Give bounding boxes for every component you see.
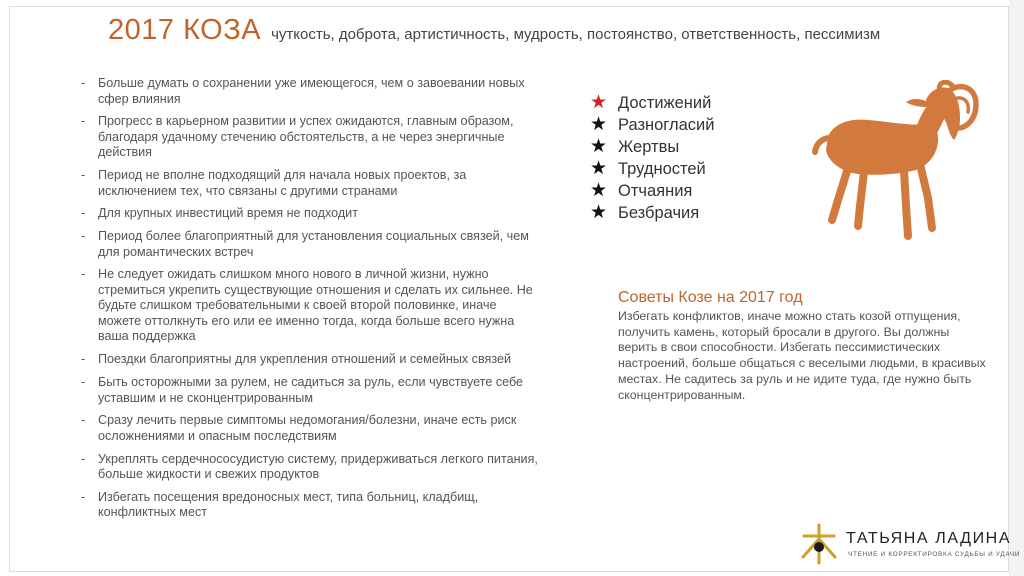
brand-name: ТАТЬЯНА ЛАДИНА: [846, 530, 1012, 547]
rating-label: Отчаяния: [618, 181, 693, 200]
rating-item: [590, 92, 714, 114]
list-item-text: Укреплять сердечнососудистую систему, придерживаться легкого питания, больше жидкости и свежих продуктов: [98, 451, 538, 482]
advice-title: Советы Козе на 2017 год: [618, 289, 803, 306]
list-bullet: -: [81, 229, 86, 244]
list-item: [78, 490, 538, 521]
list-bullet: -: [81, 451, 86, 466]
rating-label: Жертвы: [618, 137, 680, 156]
list-item: [78, 206, 538, 222]
list-item: [78, 375, 538, 406]
list-bullet: -: [81, 267, 86, 282]
rating-item: [590, 136, 714, 158]
star-icon: ★: [590, 202, 608, 223]
list-item: [78, 352, 538, 368]
list-item-text: Сразу лечить первые симптомы недомогания/болезни, иначе есть риск осложнениями и опасным последствиям: [98, 413, 517, 443]
list-item: [78, 114, 538, 161]
page-subtitle: чуткость, доброта, артистичность, мудрость, постоянство, ответственность, пессимизм: [271, 26, 881, 43]
list-item-text: Избегать посещения вредоносных мест, типа больниц, кладбищ, конфликтных мест: [98, 489, 479, 520]
star-icon: ★: [590, 158, 608, 179]
list-item: [78, 229, 538, 260]
list-bullet: -: [81, 413, 86, 428]
list-item: [78, 168, 538, 199]
rating-label: Безбрачия: [618, 203, 700, 222]
rating-label: Достижений: [618, 93, 712, 112]
star-icon: ★: [590, 180, 608, 201]
list-item: [78, 267, 538, 345]
list-bullet: -: [81, 352, 86, 367]
rating-item: [590, 158, 714, 180]
ratings-list: [590, 92, 714, 224]
list-bullet: -: [81, 375, 86, 390]
advice-text: Избегать конфликтов, иначе можно стать козой отпущения, получить камень, который бросали в другого. Вы должны верить в свои способности. Избегать пессимистических настроений, больше общаться с веселыми людьми, в красивых местах. Не садитесь за руль и не идите туда, где нужно быть сконцентрированным.: [618, 309, 986, 402]
list-item-text: Прогресс в карьерном развитии и успех ожидаются, главным образом, благодаря удачному стечению обстоятельств, а не через энергичные действия: [98, 114, 514, 160]
list-bullet: -: [81, 206, 86, 221]
list-item-text: Не следует ожидать слишком много нового в личной жизни, нужно стремиться укрепить существующие отношения и сделать их сильнее. Не будьте слишком требовательными к своей второй половинке, иначе можете оттолкнуть его или ее именно тогда, когда больше всего нужна ваша поддержка: [98, 267, 533, 344]
star-icon: ★: [590, 136, 608, 157]
list-bullet: -: [81, 76, 86, 90]
star-icon: ★: [590, 92, 608, 113]
goat-icon: [808, 80, 986, 244]
rating-item: [590, 114, 714, 136]
list-item: [78, 76, 538, 107]
list-item: [78, 413, 538, 444]
list-item-text: Поездки благоприятны для укрепления отношений и семейных связей: [98, 352, 512, 367]
list-bullet: -: [81, 489, 86, 504]
rating-label: Разногласий: [618, 115, 715, 134]
rating-item: [590, 180, 714, 202]
list-bullet: -: [81, 114, 86, 129]
star-icon: ★: [590, 114, 608, 135]
page-title: 2017 КОЗА: [108, 14, 262, 46]
list-item-text: Период более благоприятный для установления социальных связей, чем для романтических встреч: [98, 229, 529, 259]
list-item: [78, 452, 538, 483]
list-bullet: -: [81, 168, 86, 183]
rating-label: Трудностей: [618, 159, 706, 178]
brand-logo-icon: [799, 523, 839, 565]
brand-tagline: ЧТЕНИЕ И КОРРЕКТИРОВКА СУДЬБЫ И УДАЧИ: [848, 551, 1021, 558]
list-item-text: Больше думать о сохранении уже имеющегося, чем о завоевании новых сфер влияния: [98, 76, 525, 106]
list-item-text: Для крупных инвестиций время не подходит: [98, 206, 358, 221]
recommendations-list: [78, 76, 538, 528]
list-item-text: Быть осторожными за рулем, не садиться за руль, если чувствуете себе уставшим и не сконцентрированным: [98, 375, 524, 405]
header: [108, 14, 880, 50]
right-edge: [1009, 0, 1024, 576]
list-item-text: Период не вполне подходящий для начала новых проектов, за исключением тех, что связаны с другими странами: [98, 168, 467, 198]
rating-item: [590, 202, 714, 224]
